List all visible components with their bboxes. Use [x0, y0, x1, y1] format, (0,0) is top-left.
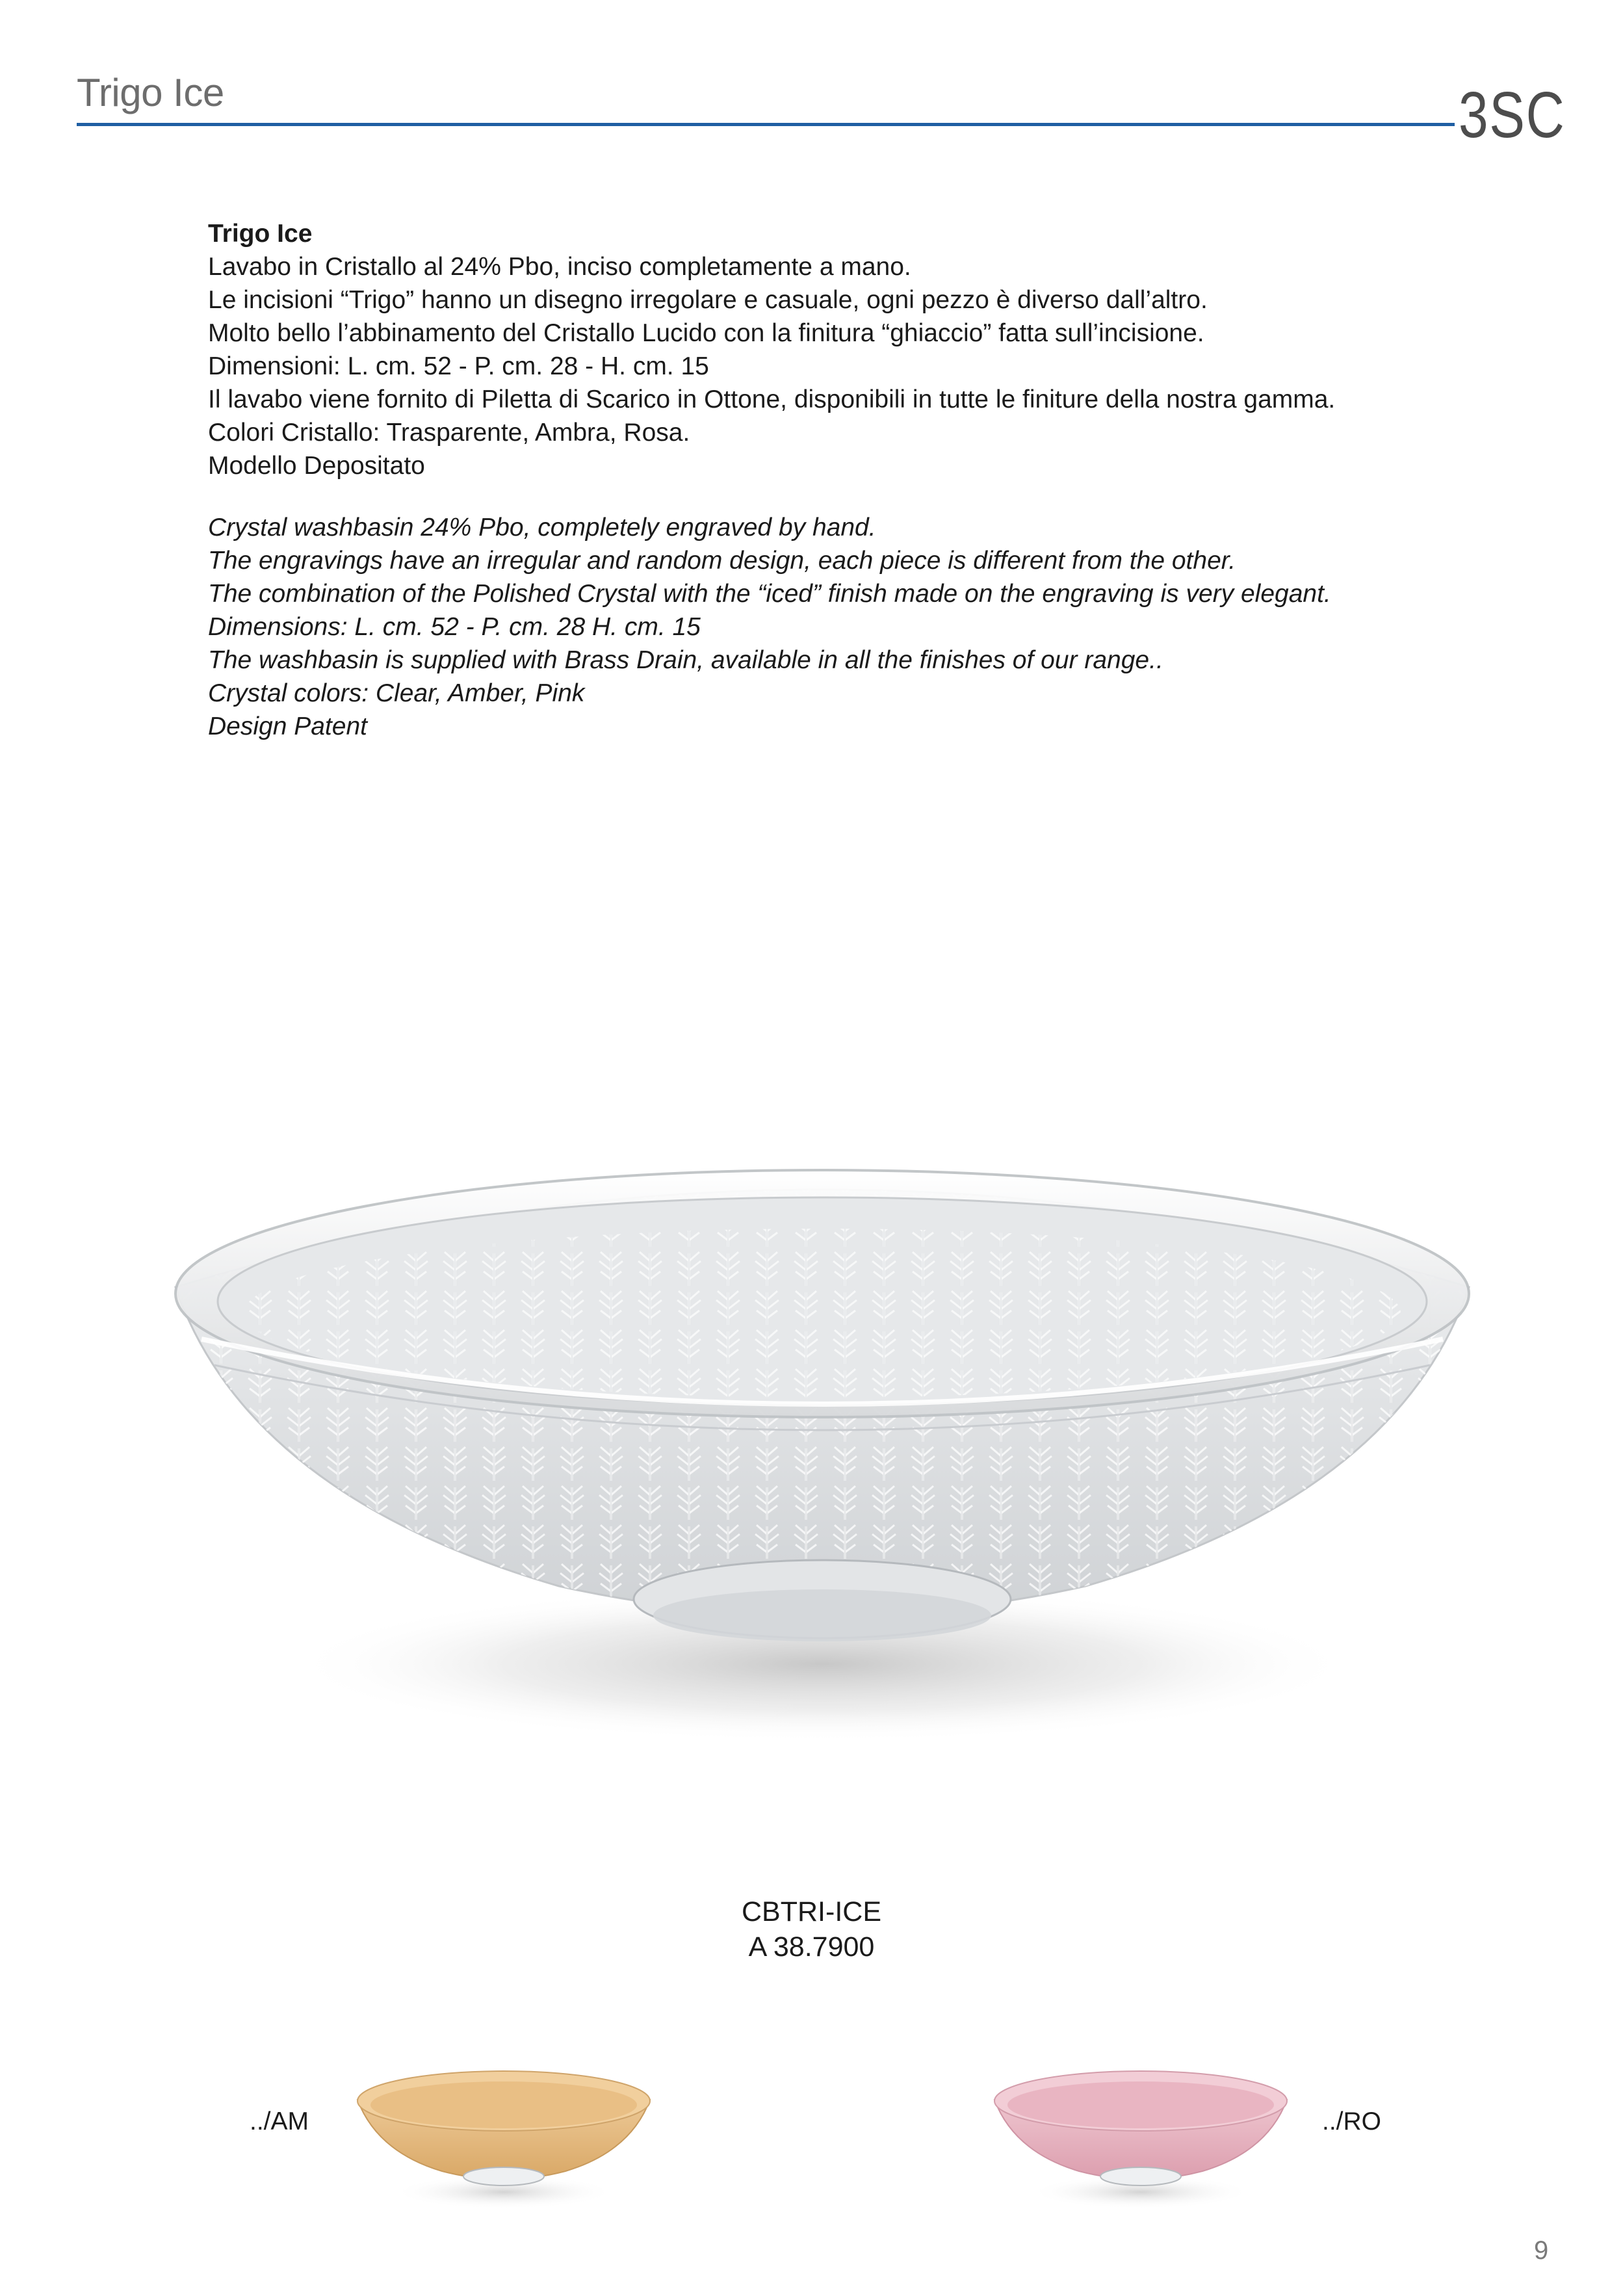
washbasin-amber-image: [351, 2054, 656, 2210]
washbasin-clear-image: [162, 1131, 1482, 1768]
description-line: Il lavabo viene fornito di Piletta di Scarico in Ottone, disponibili in tutte le finiture della nostra gamma.: [208, 385, 1336, 413]
variant-amber-label: ../AM: [250, 2107, 309, 2135]
brand-logo: 3SC: [1459, 79, 1566, 151]
description-line: Modello Depositato: [208, 452, 425, 480]
description-italian: [208, 217, 1335, 482]
description-line: Dimensions: L. cm. 52 - P. cm. 28 H. cm. 15: [208, 613, 701, 641]
description-line: The engravings have an irregular and random design, each piece is different from the other.: [208, 547, 1236, 575]
description-line: Lavabo in Cristallo al 24% Pbo, inciso completamente a mano.: [208, 253, 911, 281]
product-code-block: [0, 1894, 1623, 1964]
description-line: Crystal colors: Clear, Amber, Pink: [208, 679, 585, 707]
variant-pink-label: ../RO: [1322, 2107, 1382, 2135]
description-line: The combination of the Polished Crystal with the “iced” finish made on the engraving is very elegant.: [208, 580, 1331, 608]
description-line: Design Patent: [208, 712, 367, 740]
product-price: A 38.7900: [748, 1931, 875, 1963]
washbasin-pink-image: [988, 2054, 1293, 2210]
product-name: Trigo Ice: [208, 220, 313, 248]
description-line: The washbasin is supplied with Brass Drain, available in all the finishes of our range..: [208, 646, 1163, 674]
header-rule: [77, 123, 1455, 126]
description-line: Le incisioni “Trigo” hanno un disegno irregolare e casuale, ogni pezzo è diverso dall’altro.: [208, 286, 1208, 314]
description-english: [208, 511, 1331, 743]
description-line: Crystal washbasin 24% Pbo, completely engraved by hand.: [208, 514, 876, 541]
product-code: CBTRI-ICE: [742, 1896, 881, 1927]
description-line: Dimensioni: L. cm. 52 - P. cm. 28 - H. cm. 15: [208, 352, 709, 380]
description-line: Colori Cristallo: Trasparente, Ambra, Rosa.: [208, 419, 690, 447]
page-number: 9: [1534, 2236, 1549, 2265]
description-line: Molto bello l’abbinamento del Cristallo Lucido con la finitura “ghiaccio” fatta sull’incisione.: [208, 319, 1204, 347]
header-title: Trigo Ice: [77, 71, 224, 114]
